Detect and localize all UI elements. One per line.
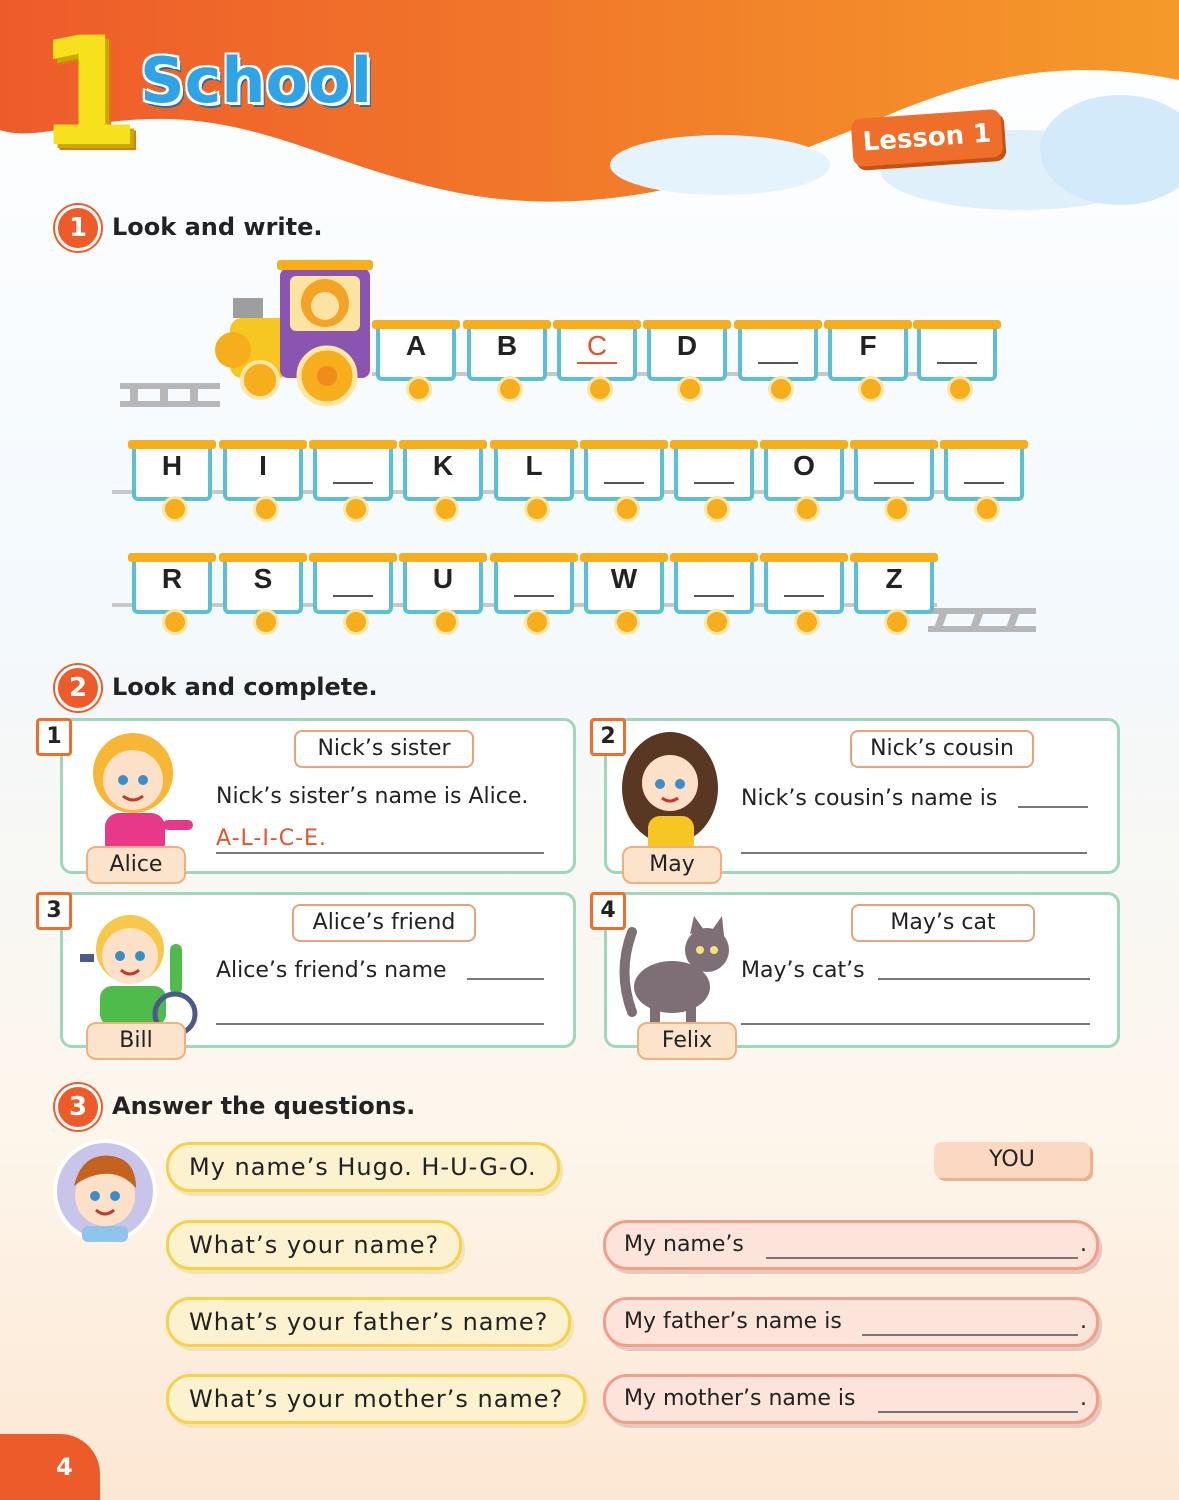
card-tag: May’s cat — [851, 904, 1035, 942]
answer-line[interactable] — [741, 852, 1087, 854]
card-number: 4 — [590, 892, 626, 930]
car-letter: Z — [885, 563, 903, 594]
exercise-number: 1 — [55, 205, 101, 251]
train-car — [764, 440, 844, 500]
answer-prompt: My mother’s name is — [624, 1386, 856, 1411]
car-letter: A — [405, 330, 427, 361]
answer-line[interactable] — [878, 1411, 1078, 1413]
hugo-avatar — [52, 1138, 158, 1244]
train-car-blank[interactable] — [674, 553, 754, 613]
train-car-blank[interactable] — [738, 320, 818, 380]
question-bubble: What’s your name? — [166, 1220, 462, 1270]
train-car-blank[interactable] — [494, 553, 574, 613]
card-sentence: Alice’s friend’s name — [216, 958, 447, 983]
you-label: YOU — [934, 1142, 1090, 1178]
car-letter: H — [161, 450, 183, 481]
train-car-blank[interactable] — [674, 440, 754, 500]
rail-tracks-end — [928, 606, 1038, 636]
bill-illustration — [75, 904, 210, 1036]
felix-cat-illustration — [612, 912, 742, 1032]
card-number: 1 — [36, 718, 72, 756]
card-tag: Alice’s friend — [292, 904, 476, 942]
train-car — [828, 320, 908, 380]
train-car — [854, 553, 934, 613]
answer-line[interactable] — [467, 978, 544, 980]
answer-line[interactable] — [216, 852, 544, 854]
period: . — [1080, 1232, 1087, 1257]
exercise-title: Look and write. — [112, 213, 323, 241]
car-letter: W — [610, 563, 638, 594]
period: . — [1080, 1309, 1087, 1334]
train-car-blank[interactable] — [944, 440, 1024, 500]
train-engine-illustration — [115, 258, 380, 410]
train-car — [132, 553, 212, 613]
card-answer: A-L-I-C-E. — [216, 826, 327, 851]
train-car-blank[interactable] — [854, 440, 934, 500]
alice-illustration — [75, 728, 195, 858]
name-tag: Alice — [86, 846, 186, 884]
train-car — [647, 320, 727, 380]
speech-bubble-hugo: My name’s Hugo. H-U-G-O. — [166, 1142, 560, 1192]
exercise-title: Look and complete. — [112, 673, 378, 701]
train-car-blank[interactable] — [764, 553, 844, 613]
page-header — [0, 0, 1179, 230]
car-letter: I — [259, 450, 267, 481]
train-car — [403, 553, 483, 613]
answer-bubble[interactable] — [603, 1374, 1099, 1424]
car-letter: D — [676, 330, 698, 361]
page-number: 4 — [0, 1434, 100, 1500]
train-car-blank[interactable] — [313, 553, 393, 613]
train-car — [223, 553, 303, 613]
train-car — [223, 440, 303, 500]
answer-line[interactable] — [1018, 806, 1088, 808]
car-letter: U — [432, 563, 454, 594]
train-car — [403, 440, 483, 500]
answer-prompt: My father’s name is — [624, 1309, 842, 1334]
name-tag: May — [622, 846, 722, 884]
card-sentence: Nick’s cousin’s name is — [741, 786, 998, 811]
car-letter: R — [161, 563, 183, 594]
card-number: 3 — [36, 892, 72, 930]
card-number: 2 — [590, 718, 626, 756]
train-car-blank[interactable] — [917, 320, 997, 380]
name-tag: Bill — [86, 1022, 186, 1060]
train-car-blank[interactable] — [584, 440, 664, 500]
question-bubble: What’s your father’s name? — [166, 1297, 571, 1347]
card-sentence: May’s cat’s — [741, 958, 865, 983]
train-car-blank[interactable] — [313, 440, 393, 500]
answer-bubble[interactable] — [603, 1297, 1099, 1347]
question-bubble: What’s your mother’s name? — [166, 1374, 586, 1424]
name-tag: Felix — [637, 1022, 737, 1060]
answer-line[interactable] — [766, 1257, 1078, 1259]
unit-number: 1 — [36, 6, 133, 180]
car-letter: B — [496, 330, 518, 361]
answer-line[interactable] — [862, 1334, 1078, 1336]
answer-bubble[interactable] — [603, 1220, 1099, 1270]
card-tag: Nick’s cousin — [850, 730, 1034, 768]
car-letter: O — [793, 450, 815, 481]
card-tag: Nick’s sister — [294, 730, 474, 768]
car-letter: S — [253, 563, 273, 594]
unit-title: School — [140, 44, 372, 117]
train-car — [494, 440, 574, 500]
card-sentence: Nick’s sister’s name is Alice. — [216, 784, 529, 809]
answer-line[interactable] — [741, 1023, 1090, 1025]
train-car — [467, 320, 547, 380]
exercise-number: 2 — [55, 665, 101, 711]
period: . — [1080, 1386, 1087, 1411]
answer-prompt: My name’s — [624, 1232, 744, 1257]
car-letter: F — [859, 330, 877, 361]
car-letter-answer: C — [586, 330, 608, 361]
train-car — [557, 320, 637, 380]
train-car — [132, 440, 212, 500]
train-car — [376, 320, 456, 380]
answer-line[interactable] — [216, 1023, 544, 1025]
exercise-number: 3 — [55, 1084, 101, 1130]
exercise-title: Answer the questions. — [112, 1092, 416, 1120]
car-letter: K — [432, 450, 454, 481]
answer-line[interactable] — [878, 978, 1090, 980]
may-illustration — [612, 728, 732, 858]
train-car — [584, 553, 664, 613]
lesson-badge: Lesson 1 — [851, 109, 1004, 167]
car-letter: L — [525, 450, 543, 481]
